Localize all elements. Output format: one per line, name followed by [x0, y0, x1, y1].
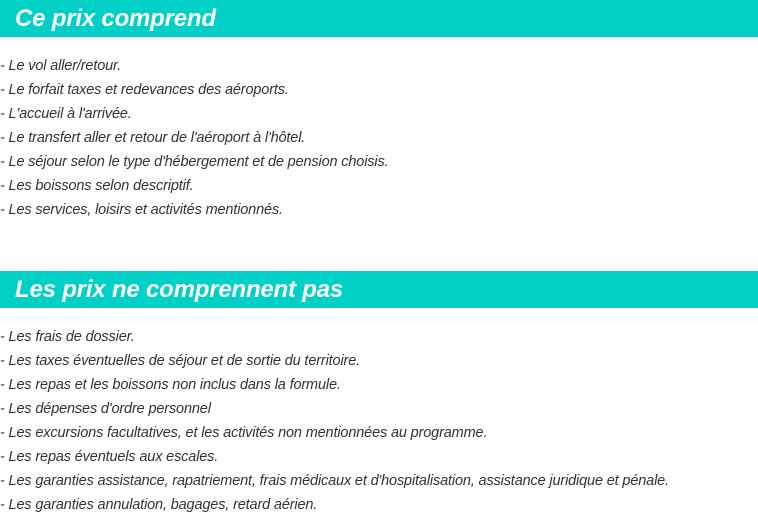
- excluded-item-6: - Les repas éventuels aux escales.: [0, 449, 219, 465]
- excluded-item-1: - Les frais de dossier.: [0, 329, 135, 345]
- included-list: [0, 54, 758, 222]
- excluded-item-7: - Les garanties assistance, rapatriement, frais médicaux et d'hospitalisation, assistance juridique et pénale.: [0, 473, 669, 489]
- excluded-list: [0, 325, 758, 517]
- included-section-title: Ce prix comprend: [0, 0, 758, 37]
- excluded-item-8: - Les garanties annulation, bagages, retard aérien.: [0, 497, 318, 513]
- excluded-item-3: - Les repas et les boissons non inclus dans la formule.: [0, 377, 341, 393]
- excluded-item-5: - Les excursions facultatives, et les activités non mentionnées au programme.: [0, 425, 488, 441]
- excluded-item-2: - Les taxes éventuelles de séjour et de sortie du territoire.: [0, 353, 360, 369]
- excluded-section-title: Les prix ne comprennent pas: [0, 271, 758, 308]
- included-item-4: - Le transfert aller et retour de l'aéroport à l'hôtel.: [0, 130, 306, 146]
- included-item-1: - Le vol aller/retour.: [0, 58, 122, 74]
- included-item-5: - Le séjour selon le type d'hébergement et de pension choisis.: [0, 154, 389, 170]
- included-item-7: - Les services, loisirs et activités mentionnés.: [0, 202, 283, 218]
- included-item-6: - Les boissons selon descriptif.: [0, 178, 194, 194]
- included-item-2: - Le forfait taxes et redevances des aéroports.: [0, 82, 289, 98]
- excluded-item-4: - Les dépenses d'ordre personnel: [0, 401, 211, 417]
- included-item-3: - L'accueil à l'arrivée.: [0, 106, 132, 122]
